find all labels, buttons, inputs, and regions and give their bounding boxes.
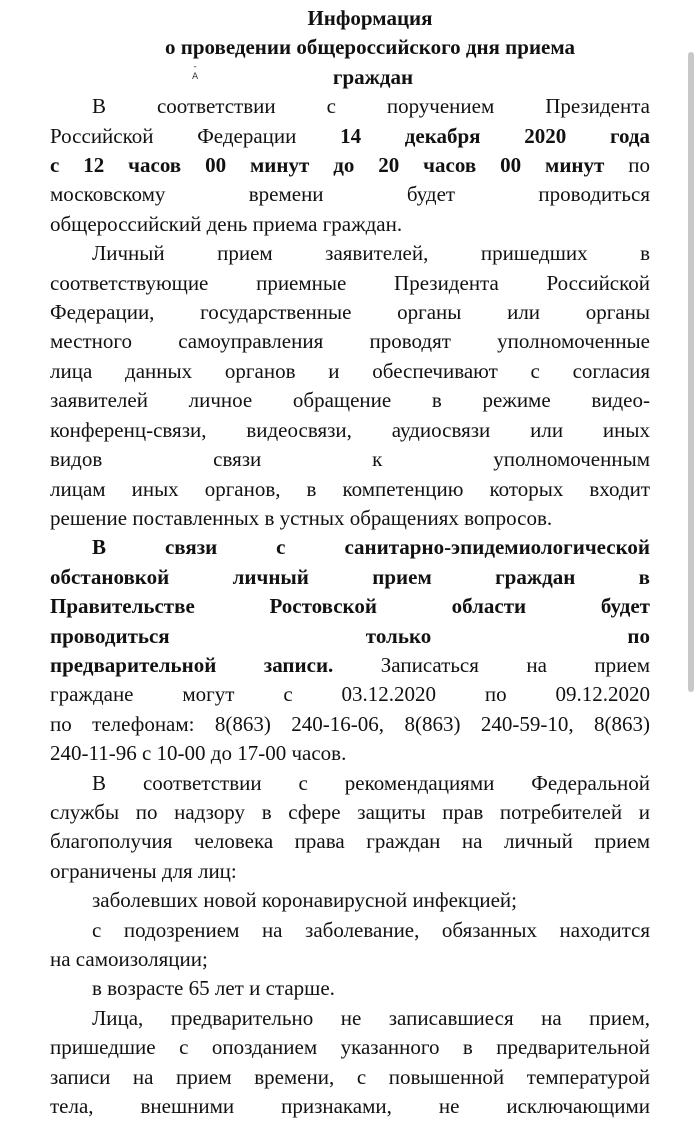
text-line: 240-11-96 с 10-00 до 17-00 часов. [50, 741, 347, 766]
text-line: местного самоуправления проводят уполномоченные [50, 329, 650, 354]
small-letter-mark: A [192, 72, 199, 82]
text-line: тела, внешними признаками, не исключающими [50, 1094, 650, 1119]
date-highlight: 14 декабря 2020 года [340, 123, 650, 148]
title-line-2: о проведении общероссийского дня приема [164, 35, 576, 60]
text-line [50, 651, 650, 680]
text-line: Личный прием заявителей, пришедших в [92, 241, 650, 266]
document-title [50, 4, 650, 92]
text-line: В соответствии с поручением Президента [92, 94, 650, 119]
time-highlight: с 12 часов 00 минут до 20 часов 00 минут [50, 153, 605, 178]
text-line: Федерации, государственные органы или органы [50, 300, 650, 325]
text-line: В соответствии с рекомендациями Федеральной [92, 770, 650, 795]
list-item-continuation: на самоизоляции; [50, 947, 208, 971]
stray-mark [192, 62, 198, 82]
small-dash-icon: - [193, 62, 197, 72]
text-line [50, 592, 650, 621]
paragraph-late-arrivals [50, 1004, 650, 1121]
text-line [50, 445, 650, 474]
text-fragment: лица данных органов [50, 358, 296, 383]
bold-text: Правительстве Ростовской области будет [50, 594, 650, 619]
text-line: службы по надзору в сфере защиты прав потребителей и [50, 799, 650, 824]
text-line [50, 533, 650, 562]
text-line: лицам иных органов, в компетенцию которых входит [50, 476, 650, 501]
text-fragment: и обеспечивают с согласия [328, 358, 650, 383]
text-fragment: видов связи [50, 447, 262, 472]
registration-start-date: граждане могут с 03.12.2020 [50, 682, 437, 707]
text-line: московскому времени будет проводиться [50, 182, 650, 207]
text-line: решение поставленных в устных обращениях вопросов. [50, 505, 553, 530]
phone-numbers-line: по телефонам: 8(863) 240-16-06, 8(863) 240-59-10, 8(863) [50, 711, 650, 736]
text-fragment: Записаться на прием [380, 652, 651, 677]
document-page [50, 4, 650, 1121]
text-line: Лица, предварительно не записавшиеся на прием, [92, 1005, 650, 1030]
text-line [50, 563, 650, 592]
text-fragment: Российской Федерации [50, 123, 297, 148]
text-line: благополучия человека права граждан на личный прием [50, 829, 650, 854]
bold-text: В связи с санитарно-эпидемиологической [92, 535, 650, 560]
text-line: конференц-связи, видеосвязи, аудиосвязи или иных [50, 417, 650, 442]
text-line [50, 357, 650, 386]
registration-end-date: по 09.12.2020 [484, 682, 650, 707]
text-line [50, 622, 650, 651]
paragraph-personal-reception [50, 239, 650, 533]
bold-text: предварительной записи. [50, 652, 334, 677]
text-line [50, 151, 650, 180]
text-line [50, 122, 650, 151]
list-item: заболевших новой коронавирусной инфекцией; [92, 888, 517, 913]
paragraph-restrictions [50, 769, 650, 887]
list-item: в возрасте 65 лет и старше. [92, 976, 335, 1001]
bold-text: проводиться только [50, 623, 432, 648]
text-line [50, 680, 650, 709]
text-line: записи на прием времени, с повышенной температурой [50, 1064, 650, 1089]
text-line: заявителей личное обращение в режиме видео- [50, 388, 650, 413]
text-fragment: к уполномоченным [372, 447, 651, 472]
list-item: с подозрением на заболевание, обязанных находится [92, 917, 650, 942]
text-line: соответствующие приемные Президента Российской [50, 270, 650, 295]
text-line: ограничены для лиц: [50, 858, 237, 883]
paragraph-announcement [50, 92, 650, 239]
text-fragment: по [628, 153, 650, 178]
title-line-3: граждан [332, 64, 414, 89]
restrictions-list [50, 886, 650, 1004]
scrollbar[interactable] [688, 52, 694, 692]
bold-text: обстановкой личный прием граждан в [50, 564, 650, 589]
title-line-1: Информация [307, 6, 433, 30]
paragraph-rostov-notice [50, 533, 650, 768]
text-line: общероссийский день приема граждан. [50, 211, 403, 236]
bold-text: по [627, 623, 650, 648]
text-line: пришедшие с опозданием указанного в предварительной [50, 1035, 650, 1060]
